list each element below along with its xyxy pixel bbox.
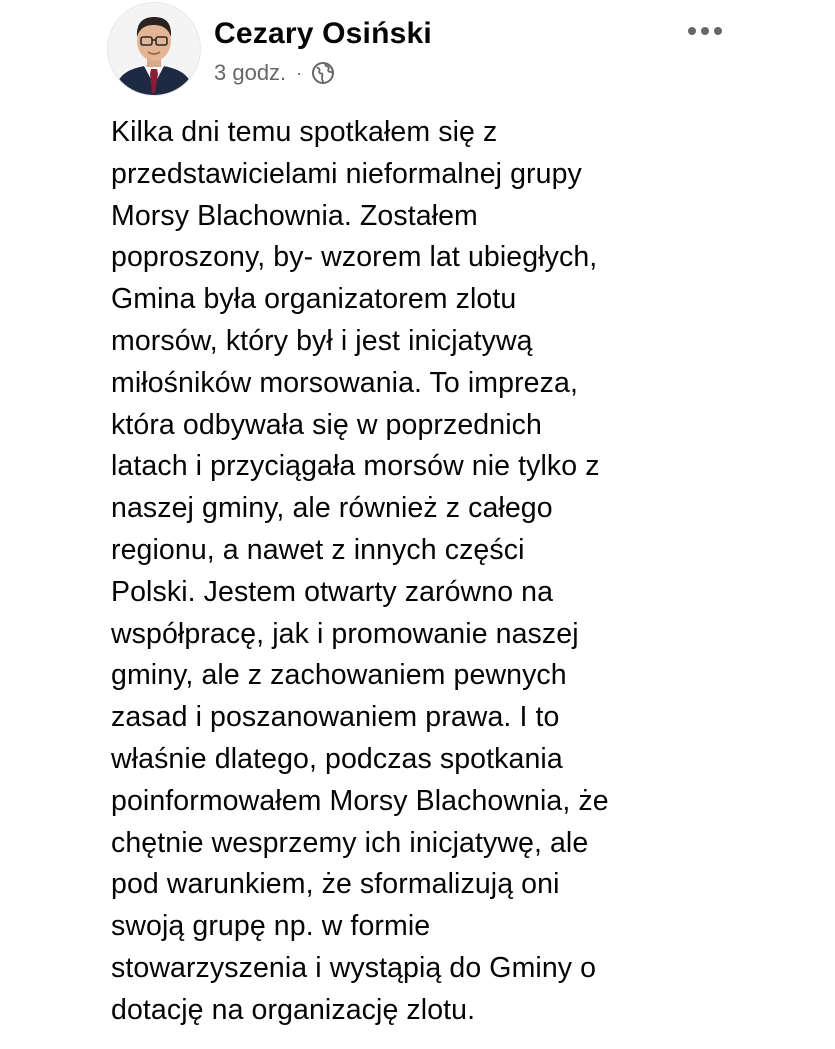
post-timestamp[interactable]: 3 godz. [214, 60, 287, 85]
post-text-line: naszej gminy, ale również z całego [111, 492, 553, 525]
post-text-line: współpracę, jak i promowanie naszej [111, 617, 579, 650]
post-text-line: stowarzyszenia i wystąpią do Gminy o [111, 951, 597, 984]
post-text-line: swoją grupę np. w formie [111, 910, 431, 943]
post-text-line: Polski. Jestem otwarty zarówno na [111, 575, 554, 608]
more-options-button[interactable] [683, 20, 727, 44]
post-meta [214, 60, 335, 86]
more-horizontal-icon [687, 23, 723, 41]
post-text-line: Gmina była organizatorem zlotu [111, 283, 517, 316]
post-text-line: która odbywała się w poprzednich [111, 408, 542, 441]
post-text-line: Kilka dni temu spotkałem się z [111, 116, 498, 148]
post-text-line: poproszony, by- wzorem lat ubiegłych, [111, 241, 598, 274]
post-text-line: poinformowałem Morsy Blachownia, że [111, 784, 609, 817]
post-text-line: właśnie dlatego, podczas spotkania [111, 742, 563, 775]
post-text-line: pod warunkiem, że sformalizują oni [111, 868, 560, 901]
post-text-line: regionu, a nawet z innych części [111, 533, 525, 566]
post-text [111, 112, 721, 1032]
post-text-line: gminy, ale z zachowaniem pewnych [111, 659, 567, 692]
author-name[interactable]: Cezary Osiński [214, 17, 432, 50]
post-text-line: zasad i poszanowaniem prawa. I to [111, 701, 560, 734]
post-text-line: morsów, który był i jest inicjatywą [111, 324, 533, 357]
author-avatar[interactable] [107, 2, 201, 96]
post-text-line: przedstawicielami nieformalnej grupy [111, 157, 582, 190]
post-header [107, 2, 727, 98]
post-text-line: chętnie wesprzemy ich inicjatywę, ale [111, 826, 589, 859]
post-text-line: Morsy Blachownia. Zostałem [111, 199, 478, 232]
profile-photo [108, 3, 200, 95]
meta-separator: · [296, 63, 303, 83]
globe-icon[interactable] [311, 61, 335, 85]
post-text-line: latach i przyciągała morsów nie tylko z [111, 450, 600, 483]
post-text-line: miłośników morsowania. To impreza, [111, 366, 578, 399]
post-text-line: dotację na organizację zlotu. [111, 993, 476, 1026]
